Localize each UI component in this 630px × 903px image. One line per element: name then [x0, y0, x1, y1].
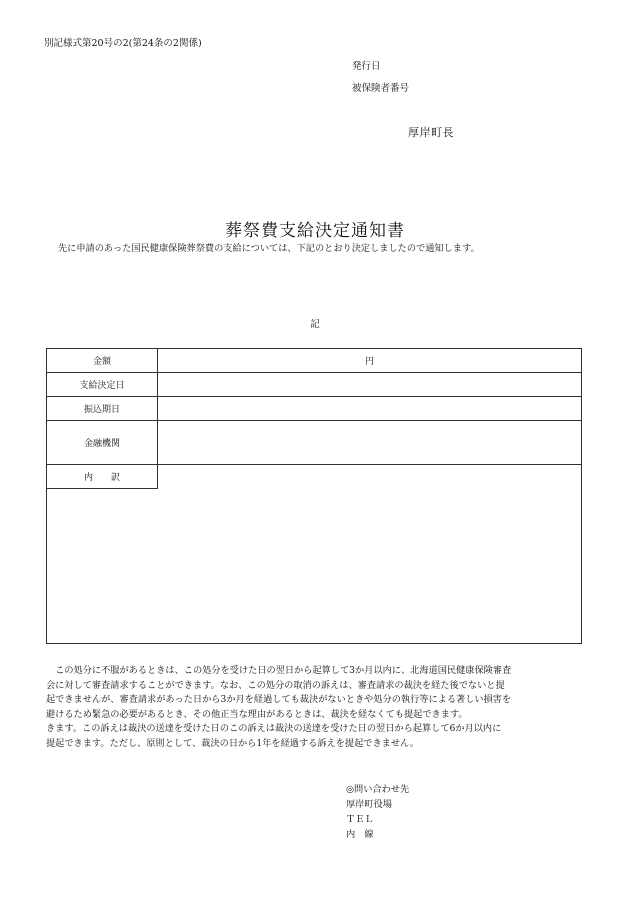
bank-row — [47, 421, 581, 465]
notice-line: この処分に不服があるときは、この処分を受けた日の翌日から起算して3か月以内に、北海道国民健康保険審査 — [46, 665, 512, 676]
appeal-notice — [46, 664, 586, 751]
contact-heading: ◎問い合わせ先 — [346, 784, 410, 795]
notice-line: 会に対して審査請求することができます。なお、この処分の取消の訴えは、審査請求の裁決を経た後でないと提 — [46, 679, 505, 691]
issue-date-label: 発行日 — [352, 61, 381, 72]
bank-label: 金融機関 — [47, 421, 158, 464]
contact-office: 厚岸町役場 — [346, 799, 392, 810]
notice-line: きます。この訴えは裁決の送達を受けた日のこの訴えは裁決の送達を受けた日の翌日から起算して6か月以内に — [46, 723, 502, 734]
bank-field[interactable] — [158, 421, 581, 464]
transfer-date-field[interactable] — [158, 397, 581, 420]
amount-row — [47, 349, 581, 373]
transfer-date-row — [47, 397, 581, 421]
intro-text: 先に申請のあった国民健康保険葬祭費の支給については、下記のとおり決定しましたので通知します。 — [58, 243, 480, 254]
notice-line: 起できませんが、審査請求があった日から3か月を経過しても裁決がないときや処分の執行等による著しい損害を — [46, 694, 512, 705]
issuer-name: 厚岸町長 — [408, 126, 454, 139]
decision-date-label: 支給決定日 — [47, 373, 158, 396]
details-table — [46, 348, 582, 644]
transfer-date-label: 振込期日 — [47, 397, 158, 420]
contact-block — [346, 782, 409, 842]
ki-marker: 記 — [310, 319, 320, 330]
contact-tel: ＴＥＬ — [346, 814, 374, 825]
document-title: 葬祭費支給決定通知書 — [225, 221, 405, 241]
insured-number-label: 被保険者番号 — [352, 83, 410, 94]
decision-date-row — [47, 373, 581, 397]
amount-label: 金額 — [47, 349, 158, 372]
breakdown-label: 内 訳 — [47, 465, 158, 489]
form-reference: 別記様式第20号の2(第24条の2関係) — [44, 38, 202, 49]
notice-line: 避けるため緊急の必要があるとき、その他正当な理由があるときは、裁決を経なくても提起できます。 — [46, 708, 468, 720]
amount-field[interactable] — [158, 349, 581, 372]
notice-line: 提起できます。ただし、原則として、裁決の日から1年を経過する訴えを提起できません。 — [46, 737, 419, 749]
contact-extension: 内 線 — [346, 829, 374, 840]
decision-date-field[interactable] — [158, 373, 581, 396]
breakdown-field[interactable] — [158, 465, 581, 643]
amount-unit: 円 — [364, 357, 374, 367]
